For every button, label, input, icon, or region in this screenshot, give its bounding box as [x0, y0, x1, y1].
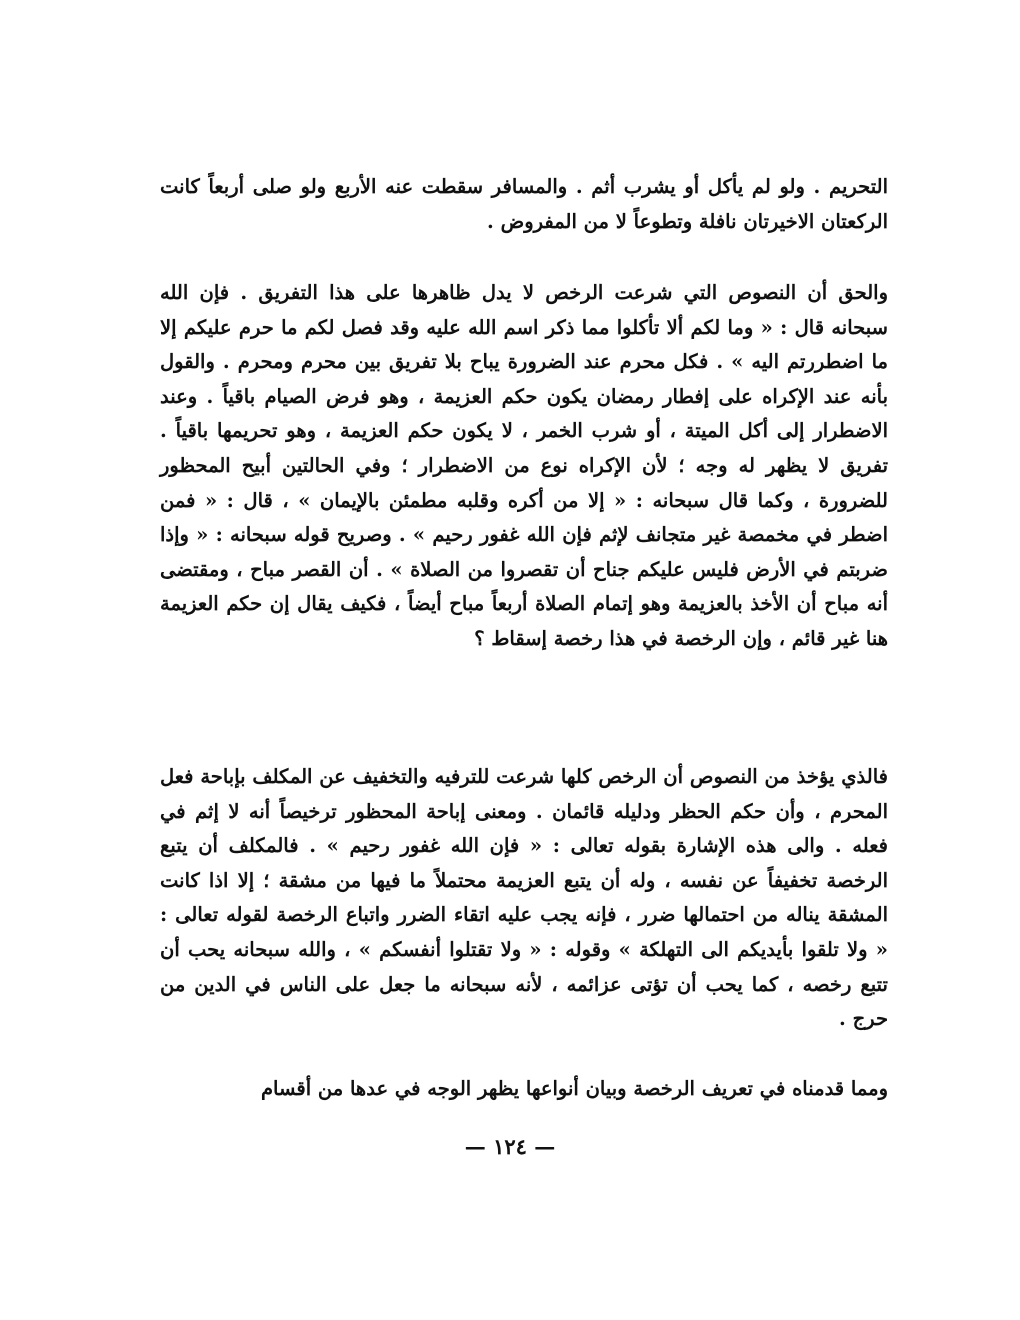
paragraph-1: التحريم . ولو لم يأكل أو يشرب أثم . والمسافر سقطت عنه الأربع ولو صلى أربعاً كانت الركعتان الاخيرتان نافلة وتطوعاً لا من المفروض . [160, 175, 888, 233]
paragraph-3: فالذي يؤخذ من النصوص أن الرخص كلها شرعت للترفيه والتخفيف عن المكلف بإباحة فعل المحرم ، وأن حكم الحظر ودليله قائمان . ومعنى إباحة المحظور ترخيصاً أنه لا إثم في فعله . والى هذه الإشارة بقوله تعالى : « فإن الله غفور رحيم » . فالمكلف أن يتبع الرخصة تخفيفاً عن نفسه ، وله أن يتبع العزيمة محتملاً ما فيها من مشقة ؛ إلا اذا كانت المشقة يناله من احتمالها ضرر ، فإنه يجب عليه اتقاء الضرر واتباع الرخصة لقوله تعالى : « ولا تلقوا بأيديكم الى التهلكة » وقوله : « ولا تقتلوا أنفسكم » ، والله سبحانه يحب أن تتبع رخصه ، كما يحب أن تؤتى عزائمه ، لأنه سبحانه ما جعل على الناس في الدين من حرج . [160, 765, 888, 1031]
paragraph-2: والحق أن النصوص التي شرعت الرخص لا يدل ظاهرها على هذا التفريق . فإن الله سبحانه قال : « وما لكم ألا تأكلوا مما ذكر اسم الله عليه وقد فصل لكم ما حرم عليكم إلا ما اضطررتم اليه » . فكل محرم عند الضرورة يباح بلا تفريق بين محرم ومحرم . والقول بأنه عند الإكراه على إفطار رمضان يكون حكم العزيمة ، وهو فرض الصيام باقياً . وعند الاضطرار إلى أكل الميتة ، أو شرب الخمر ، لا يكون حكم العزيمة ، وهو تحريمها باقياً . تفريق لا يظهر له وجه ؛ لأن الإكراه نوع من الاضطرار ؛ وفي الحالتين أبيح المحظور للضرورة ، وكما قال سبحانه : « إلا من أكره وقلبه مطمئن بالإيمان » ، قال : « فمن اضطر في مخمصة غير متجانف لإثم فإن الله غفور رحيم » . وصريح قوله سبحانه : « وإذا ضربتم في الأرض فليس عليكم جناح أن تقصروا من الصلاة » . أن القصر مباح ، ومقتضى أنه مباح أن الأخذ بالعزيمة وهو إتمام الصلاة أربعاً مباح أيضاً ، فكيف يقال إن حكم العزيمة هنا غير قائم ، وإن الرخصة في هذا رخصة إسقاط ؟ [160, 281, 888, 650]
paragraph-4: ومما قدمناه في تعريف الرخصة وبيان أنواعها يظهر الوجه في عدها من أقسام [260, 1077, 888, 1100]
page-number: — ١٢٤ — [464, 1134, 556, 1159]
